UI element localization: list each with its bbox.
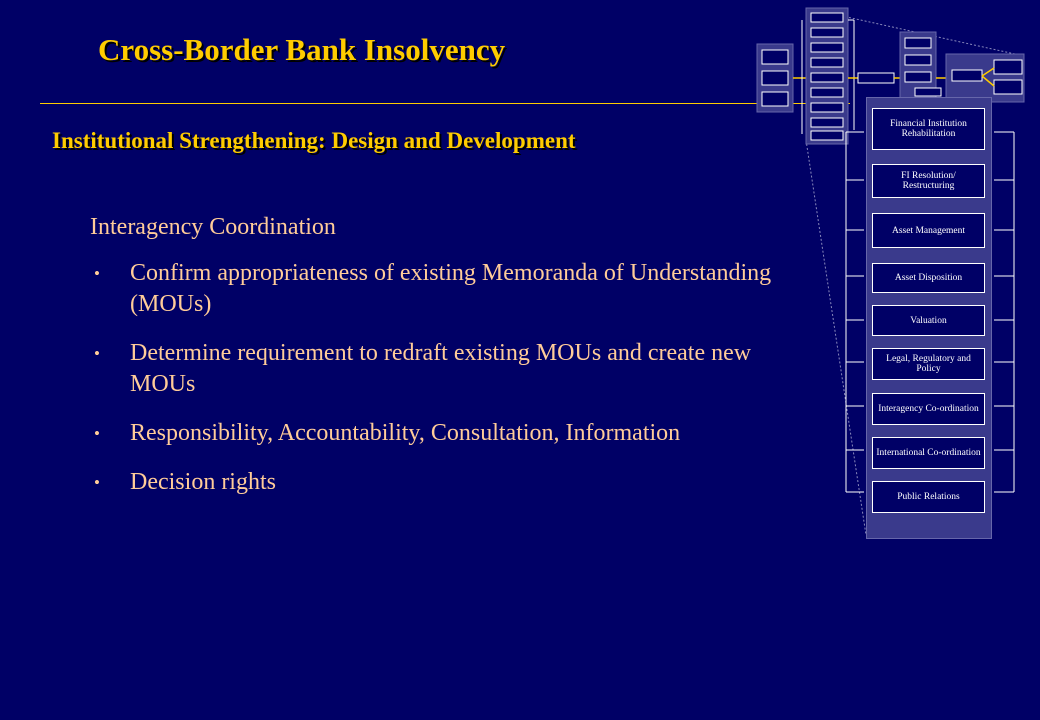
chart-group-box <box>757 44 793 112</box>
bullet-icon: • <box>94 424 100 443</box>
slide-title: Cross-Border Bank Insolvency <box>98 32 506 67</box>
bullet-list <box>90 258 810 498</box>
title-divider <box>40 103 850 104</box>
panel-item-fi-rehabilitation: Financial Institution Rehabilitation <box>872 108 985 150</box>
zoom-guide-line <box>806 8 1015 54</box>
section-heading: Interagency Coordination <box>90 214 336 240</box>
panel-item-asset-disposition: Asset Disposition <box>872 263 985 293</box>
panel-item-legal-regulatory: Legal, Regulatory and Policy <box>872 348 985 380</box>
bullet-text: Determine requirement to redraft existing MOUs and create new MOUs <box>130 340 752 397</box>
bullet-item <box>90 418 810 449</box>
panel-item-asset-management: Asset Management <box>872 213 985 248</box>
slide-subtitle: Institutional Strengthening: Design and Development <box>52 128 576 153</box>
zoom-guide-line <box>806 140 866 535</box>
panel-item-public-relations: Public Relations <box>872 481 985 513</box>
chart-node <box>858 73 894 83</box>
panel-item-interagency: Interagency Co-ordination <box>872 393 985 425</box>
bullet-item <box>90 258 810 320</box>
slide-body <box>90 212 810 516</box>
bullet-text: Responsibility, Accountability, Consultation, Information <box>130 420 681 446</box>
chart-group-box <box>946 54 1024 102</box>
bullet-item <box>90 338 810 400</box>
bullet-text: Confirm appropriateness of existing Memoranda of Understanding (MOUs) <box>130 260 772 317</box>
bullet-item <box>90 467 810 498</box>
bullet-icon: • <box>94 344 100 363</box>
panel-item-valuation: Valuation <box>872 305 985 336</box>
chart-group-box <box>806 8 848 144</box>
bullet-icon: • <box>94 264 100 283</box>
panel-item-fi-resolution: FI Resolution/ Restructuring <box>872 164 985 198</box>
middle-column-nodes <box>811 13 843 140</box>
bullet-text: Decision rights <box>130 469 276 495</box>
bullet-icon: • <box>94 473 100 492</box>
chart-node <box>762 71 788 85</box>
chart-group-box <box>900 32 936 98</box>
chart-node <box>762 50 788 64</box>
panel-item-international: International Co-ordination <box>872 437 985 469</box>
